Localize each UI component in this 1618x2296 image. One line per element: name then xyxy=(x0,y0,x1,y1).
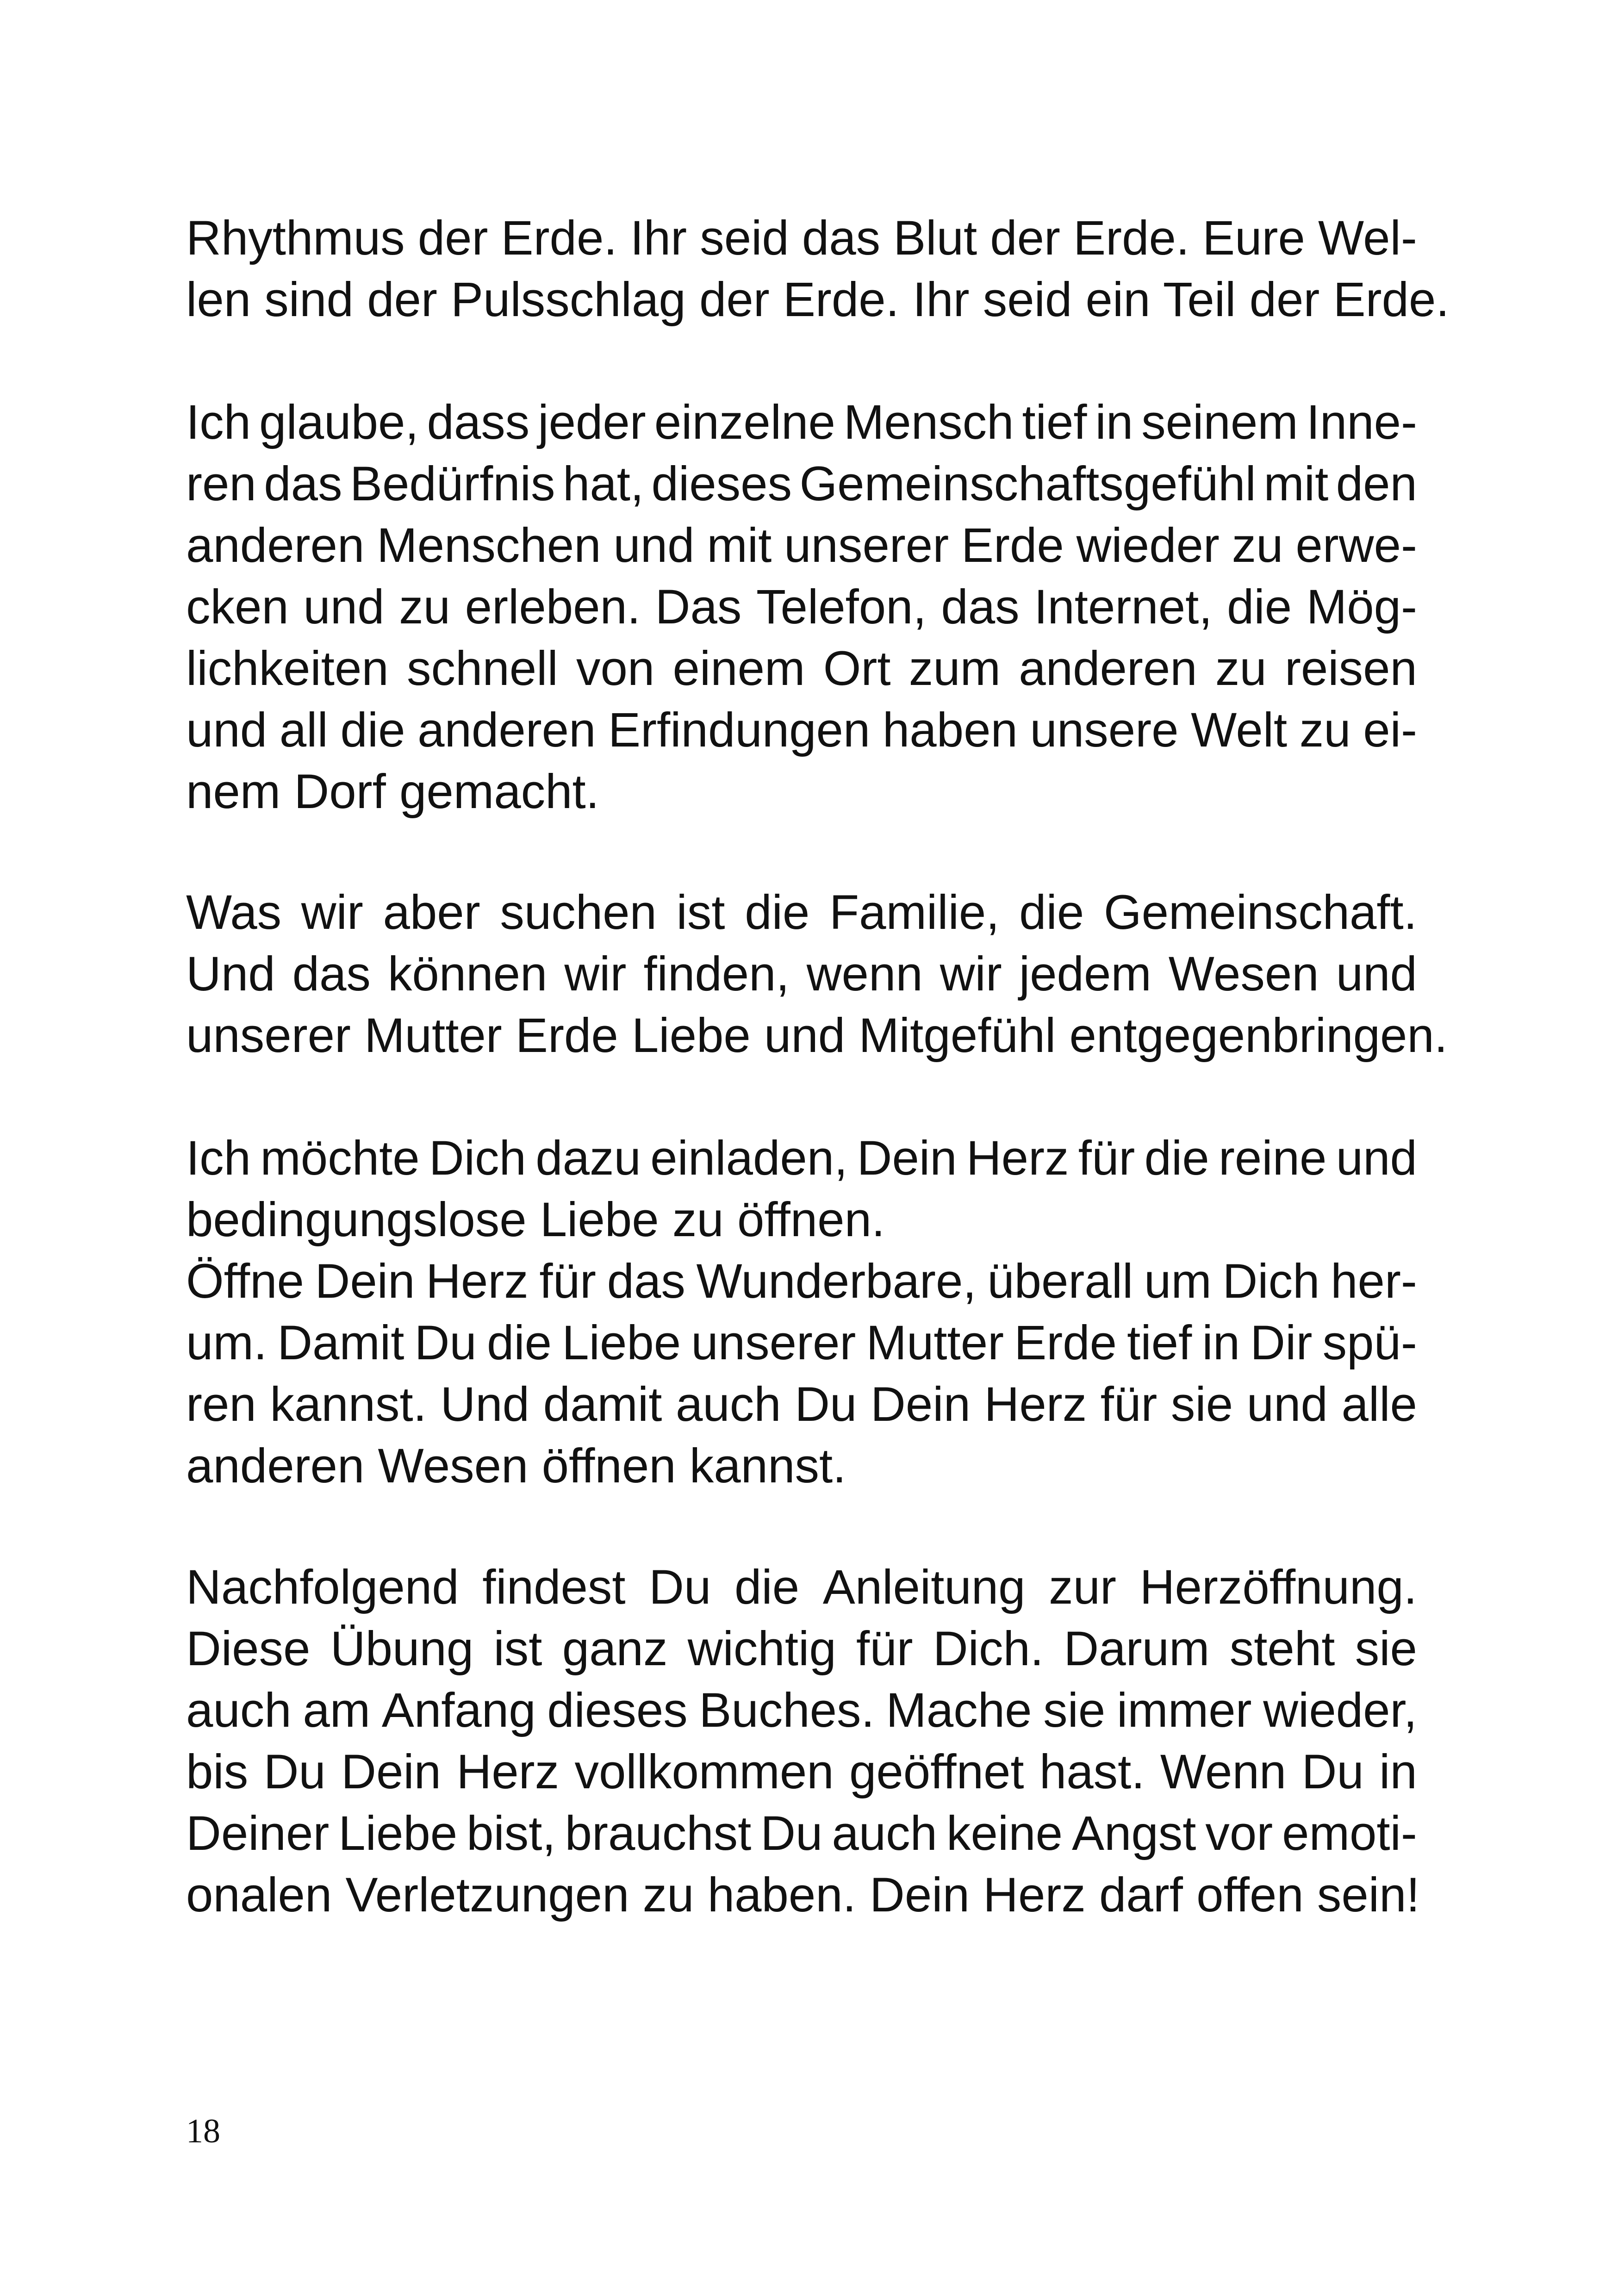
paragraph-3 xyxy=(186,882,1448,1066)
word: wichtig xyxy=(687,1622,836,1676)
word: Anfang xyxy=(381,1683,536,1737)
word: damit xyxy=(543,1377,662,1431)
word: Ich xyxy=(186,1131,251,1185)
word: einem xyxy=(672,641,805,696)
word: Ort xyxy=(823,641,891,696)
word: für xyxy=(1078,1131,1135,1185)
word: dieses xyxy=(547,1683,688,1737)
word: Wel- xyxy=(1318,211,1417,265)
word: suchen xyxy=(500,885,657,940)
word: dieses xyxy=(651,457,792,511)
paragraph-4 xyxy=(186,1127,1417,1497)
word: wenn xyxy=(806,947,923,1001)
word: Damit xyxy=(277,1316,404,1370)
word: die xyxy=(745,885,810,940)
word: Liebe xyxy=(338,1806,458,1860)
word: Buches. xyxy=(699,1683,875,1737)
word: vor xyxy=(1205,1806,1273,1860)
word: jeder xyxy=(538,395,646,449)
word: all xyxy=(279,703,328,757)
word: Du xyxy=(1301,1745,1364,1799)
paragraph-line: unserer Mutter Erde Liebe und Mitgefühl entgegenbringen. xyxy=(186,1008,1448,1063)
word: schnell xyxy=(406,641,558,696)
word: Familie, xyxy=(829,885,1000,940)
word: und xyxy=(1246,1377,1328,1431)
paragraph-line xyxy=(186,576,1417,638)
word: mit xyxy=(1263,457,1329,511)
word: Internet, xyxy=(1034,580,1213,634)
word: sie xyxy=(1043,1683,1106,1737)
word: und xyxy=(1336,1131,1417,1185)
word: ren xyxy=(186,1377,256,1431)
word: keine xyxy=(946,1806,1063,1860)
word: alle xyxy=(1341,1377,1417,1431)
word: die xyxy=(486,1316,552,1370)
word: glaube, xyxy=(259,395,419,449)
paragraph-line xyxy=(186,1618,1417,1680)
word: dazu xyxy=(535,1131,641,1185)
word: tief xyxy=(1127,1316,1192,1370)
paragraph-line: len sind der Pulsschlag der Erde. Ihr seid ein Teil der Erde. xyxy=(186,273,1450,327)
word: Herz xyxy=(966,1131,1069,1185)
word: Herz xyxy=(426,1254,529,1308)
word: hast. xyxy=(1039,1745,1145,1799)
word: Das xyxy=(655,580,742,634)
paragraph-line xyxy=(186,943,1417,1005)
word: cken xyxy=(186,580,289,634)
word: möchte xyxy=(260,1131,420,1185)
word: Was xyxy=(186,885,282,940)
word: Dein xyxy=(871,1377,971,1431)
word: wir xyxy=(564,947,627,1001)
word: zu xyxy=(1232,518,1283,572)
paragraph-1 xyxy=(186,207,1450,330)
word: Erde xyxy=(1014,1316,1117,1370)
word: in xyxy=(1379,1745,1417,1799)
word: ist xyxy=(493,1622,542,1676)
word: der xyxy=(417,211,488,265)
word: hat, xyxy=(562,457,644,511)
word: in xyxy=(1202,1316,1240,1370)
paragraph-line xyxy=(186,1741,1417,1803)
word: Herz xyxy=(456,1745,560,1799)
word: reine xyxy=(1218,1131,1327,1185)
word: auch xyxy=(832,1806,938,1860)
word: Eure xyxy=(1202,211,1305,265)
word: auch xyxy=(675,1377,781,1431)
word: den xyxy=(1336,457,1417,511)
paragraph-line xyxy=(186,1374,1417,1435)
word: ei- xyxy=(1363,703,1417,757)
paragraph-line xyxy=(186,1556,1417,1618)
word: um xyxy=(1144,1254,1212,1308)
word: Erde. xyxy=(1073,211,1190,265)
word: die xyxy=(734,1560,800,1614)
paragraph-line: bedingungslose Liebe zu öffnen. xyxy=(186,1193,885,1247)
word: die xyxy=(1227,580,1292,634)
word: der xyxy=(990,211,1060,265)
word: Inne- xyxy=(1306,395,1417,449)
word: erwe- xyxy=(1295,518,1417,572)
word: spü- xyxy=(1322,1316,1417,1370)
word: unsere xyxy=(1030,703,1179,757)
word: Mög- xyxy=(1306,580,1417,634)
word: zu xyxy=(399,580,451,634)
word: vollkommen xyxy=(574,1745,834,1799)
paragraph-line xyxy=(186,1680,1417,1741)
word: Du xyxy=(649,1560,711,1614)
word: Wenn xyxy=(1160,1745,1287,1799)
word: Darum xyxy=(1064,1622,1210,1676)
word: Wesen xyxy=(1168,947,1319,1001)
word: für xyxy=(1100,1377,1157,1431)
word: anderen xyxy=(417,703,596,757)
paragraph-2 xyxy=(186,392,1417,822)
word: Deiner xyxy=(186,1806,330,1860)
word: das xyxy=(264,457,342,511)
word: und xyxy=(303,580,385,634)
word: findest xyxy=(482,1560,626,1614)
paragraph-line xyxy=(186,207,1417,269)
word: Dich xyxy=(429,1131,526,1185)
paragraph-line: anderen Wesen öffnen kannst. xyxy=(186,1439,846,1493)
word: das xyxy=(802,211,881,265)
word: Angst xyxy=(1071,1806,1196,1860)
word: immer xyxy=(1116,1683,1252,1737)
word: zum xyxy=(909,641,1001,696)
word: Mensch xyxy=(843,395,1014,449)
word: Blut xyxy=(893,211,977,265)
word: wieder xyxy=(1076,518,1220,572)
word: Du xyxy=(263,1745,326,1799)
word: auch xyxy=(186,1683,292,1737)
paragraph-line: nem Dorf gemacht. xyxy=(186,765,599,819)
word: zu xyxy=(1215,641,1267,696)
word: unserer xyxy=(691,1316,856,1370)
word: finden, xyxy=(643,947,790,1001)
paragraph-line xyxy=(186,453,1417,515)
word: dass xyxy=(427,395,530,449)
word: Dich. xyxy=(933,1622,1044,1676)
word: anderen xyxy=(1019,641,1197,696)
word: von xyxy=(576,641,655,696)
word: und xyxy=(613,518,695,572)
word: geöffnet xyxy=(849,1745,1024,1799)
paragraph-line xyxy=(186,515,1417,576)
word: anderen xyxy=(186,518,365,572)
word: die xyxy=(1019,885,1084,940)
word: für xyxy=(539,1254,596,1308)
word: und xyxy=(1336,947,1417,1001)
word: Erde. xyxy=(501,211,617,265)
word: Telefon, xyxy=(756,580,927,634)
word: zur xyxy=(1049,1560,1117,1614)
word: emoti- xyxy=(1282,1806,1417,1860)
word: können xyxy=(387,947,548,1001)
word: seid xyxy=(700,211,789,265)
paragraph-line xyxy=(186,882,1417,943)
page-number: 18 xyxy=(186,2112,220,2150)
word: jedem xyxy=(1019,947,1151,1001)
word: bist, xyxy=(467,1806,556,1860)
word: Und xyxy=(440,1377,530,1431)
word: Wunderbare, xyxy=(696,1254,977,1308)
word: am xyxy=(303,1683,371,1737)
word: Du xyxy=(760,1806,823,1860)
word: Dich xyxy=(1222,1254,1320,1308)
paragraph-line xyxy=(186,1251,1417,1312)
paragraph-5 xyxy=(186,1556,1420,1926)
word: brauchst xyxy=(565,1806,752,1860)
word: ist xyxy=(676,885,725,940)
word: Mache xyxy=(886,1683,1032,1737)
word: tief xyxy=(1022,395,1087,449)
word: das xyxy=(941,580,1020,634)
word: mit xyxy=(707,518,772,572)
word: Menschen xyxy=(377,518,601,572)
paragraph-line xyxy=(186,699,1417,761)
word: lichkeiten xyxy=(186,641,389,696)
word: kannst. xyxy=(270,1377,427,1431)
word: Nachfolgend xyxy=(186,1560,459,1614)
word: Dein xyxy=(341,1745,442,1799)
word: Ihr xyxy=(630,211,687,265)
word: her- xyxy=(1331,1254,1417,1308)
paragraph-line xyxy=(186,1803,1417,1864)
word: Ich xyxy=(186,395,251,449)
word: die xyxy=(340,703,405,757)
paragraph-line: onalen Verletzungen zu haben. Dein Herz darf offen sein! xyxy=(186,1868,1420,1922)
word: einladen, xyxy=(650,1131,848,1185)
word: Dir xyxy=(1250,1316,1313,1370)
word: in xyxy=(1095,395,1133,449)
word: Dein xyxy=(315,1254,415,1308)
word: Diese xyxy=(186,1622,311,1676)
word: Erde xyxy=(961,518,1064,572)
word: die xyxy=(1144,1131,1209,1185)
word: Gemeinschaft. xyxy=(1103,885,1417,940)
word: für xyxy=(856,1622,913,1676)
word: ganz xyxy=(562,1622,668,1676)
word: Dein xyxy=(857,1131,957,1185)
word: und xyxy=(186,703,268,757)
word: um. xyxy=(186,1316,268,1370)
paragraph-line xyxy=(186,638,1417,699)
word: Gemeinschaftsgefühl xyxy=(799,457,1256,511)
word: Anleitung xyxy=(822,1560,1026,1614)
paragraph-line xyxy=(186,1127,1417,1189)
word: Erfindungen xyxy=(608,703,871,757)
word: Liebe xyxy=(562,1316,681,1370)
word: reisen xyxy=(1284,641,1417,696)
word: zu xyxy=(1299,703,1351,757)
word: wir xyxy=(301,885,363,940)
word: aber xyxy=(383,885,480,940)
word: haben xyxy=(882,703,1018,757)
word: Rhythmus xyxy=(186,211,405,265)
word: Du xyxy=(414,1316,477,1370)
word: Und xyxy=(186,947,275,1001)
word: überall xyxy=(987,1254,1133,1308)
word: Übung xyxy=(330,1622,474,1676)
paragraph-line xyxy=(186,1312,1417,1374)
word: seinem xyxy=(1141,395,1298,449)
word: sie xyxy=(1355,1622,1417,1676)
word: sie xyxy=(1170,1377,1233,1431)
word: Du xyxy=(795,1377,857,1431)
word: Welt xyxy=(1191,703,1288,757)
word: wir xyxy=(940,947,1002,1001)
word: Mutter xyxy=(866,1316,1004,1370)
word: das xyxy=(607,1254,685,1308)
word: erleben. xyxy=(465,580,641,634)
word: wieder, xyxy=(1263,1683,1417,1737)
word: Herz xyxy=(984,1377,1087,1431)
word: Öffne xyxy=(186,1254,304,1308)
word: Herzöffnung. xyxy=(1139,1560,1417,1614)
word: unserer xyxy=(784,518,949,572)
paragraph-line xyxy=(186,392,1417,453)
word: bis xyxy=(186,1745,249,1799)
word: steht xyxy=(1229,1622,1335,1676)
word: Bedürfnis xyxy=(349,457,555,511)
word: einzelne xyxy=(654,395,835,449)
word: ren xyxy=(186,457,256,511)
word: das xyxy=(292,947,371,1001)
